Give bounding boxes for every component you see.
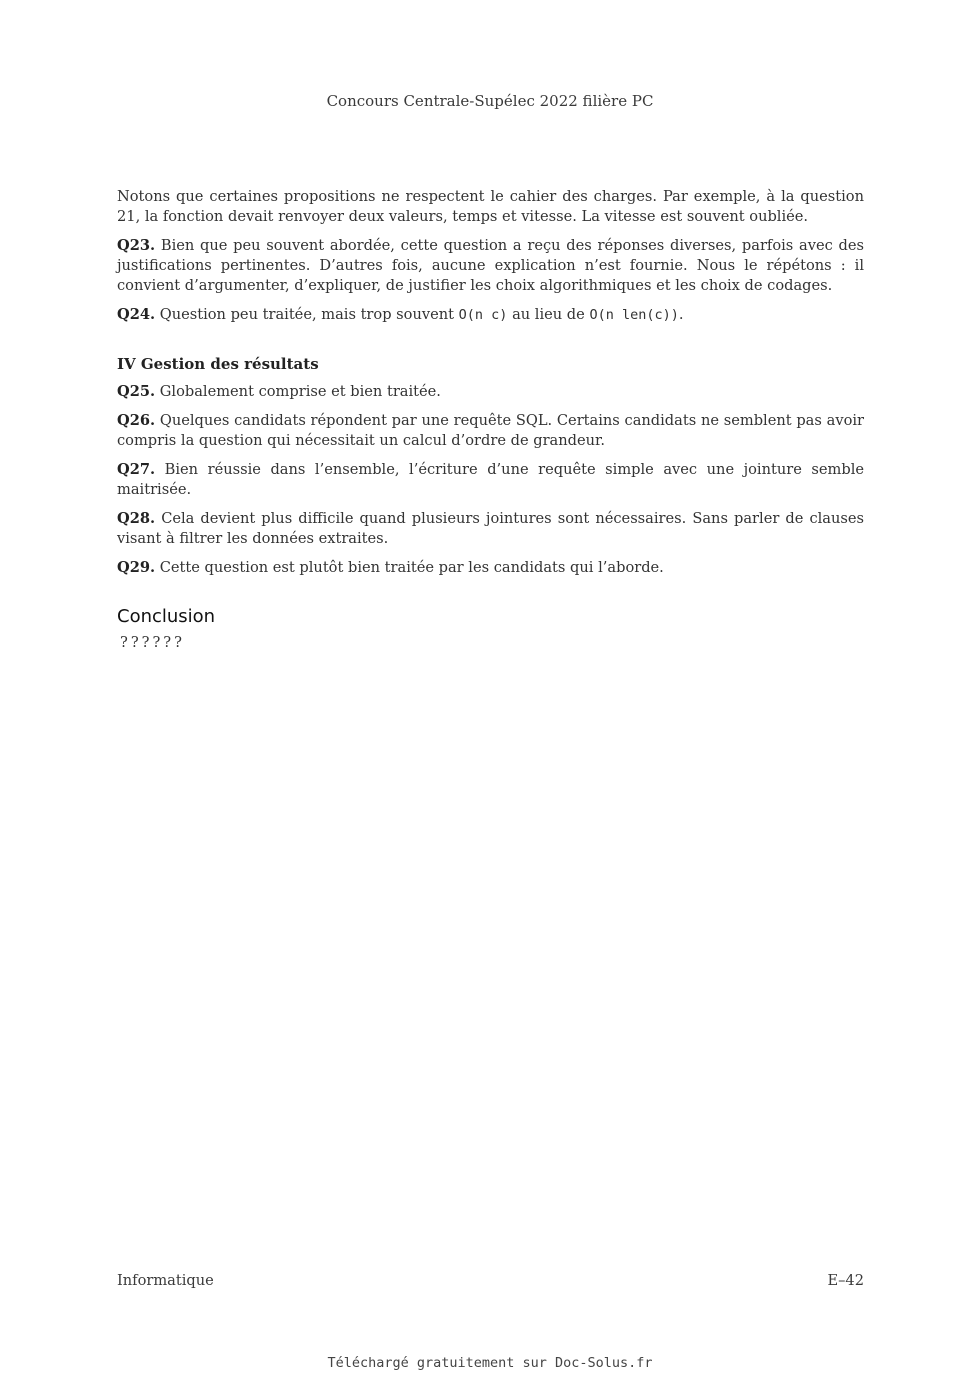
q25-label: Q25. bbox=[117, 383, 156, 400]
q27-text: Bien réussie dans l’ensemble, l’écriture d’une requête simple avec une jointure semble maitrisée. bbox=[117, 461, 865, 498]
q23-text: Bien que peu souvent abordée, cette question a reçu des réponses diverses, parfois avec des justifications pertinentes. D’autres fois, aucune explication n’est fournie. Nous le répétons : il convient d’argumenter, d’expliquer, de justifier les choix algorithmiques et les choix de codages. bbox=[117, 237, 864, 294]
section-heading-iv: IV Gestion des résultats bbox=[117, 355, 319, 373]
q28-paragraph bbox=[117, 509, 864, 549]
q27-paragraph bbox=[117, 460, 864, 500]
page-footer bbox=[117, 1272, 864, 1289]
q28-text: Cela devient plus difficile quand plusieurs jointures sont nécessaires. Sans parler de clauses visant à filtrer les données extraites. bbox=[117, 510, 864, 547]
q29-label: Q29. bbox=[117, 559, 156, 576]
download-note: Téléchargé gratuitement sur Doc-Solus.fr bbox=[327, 1355, 653, 1371]
q23-paragraph bbox=[117, 236, 864, 296]
footer-page-number: E–42 bbox=[827, 1272, 864, 1289]
q24-text-before: Question peu traitée, mais trop souvent bbox=[159, 306, 454, 323]
q27-label: Q27. bbox=[117, 461, 156, 478]
q24-paragraph bbox=[117, 305, 864, 325]
q24-label: Q24. bbox=[117, 306, 156, 323]
q26-paragraph bbox=[117, 411, 864, 451]
q28-label: Q28. bbox=[117, 510, 156, 527]
q25-text: Globalement comprise et bien traitée. bbox=[159, 383, 441, 400]
intro-paragraph: Notons que certaines propositions ne respectent le cahier des charges. Par exemple, à la question 21, la fonction devait renvoyer deux valeurs, temps et vitesse. La vitesse est souvent oubliée. bbox=[117, 188, 864, 225]
q29-text: Cette question est plutôt bien traitée par les candidats qui l’aborde. bbox=[159, 559, 664, 576]
q24-text-after: . bbox=[678, 306, 684, 323]
q26-label: Q26. bbox=[117, 412, 156, 429]
q29-paragraph bbox=[117, 558, 864, 578]
q23-label: Q23. bbox=[117, 237, 156, 254]
q26-text: Quelques candidats répondent par une requête SQL. Certains candidats ne semblent pas avoir compris la question qui nécessitait un calcul d’ordre de grandeur. bbox=[117, 412, 864, 449]
conclusion-text: ?????? bbox=[120, 634, 185, 651]
report-body bbox=[117, 187, 864, 653]
q24-text-middle: au lieu de bbox=[512, 306, 585, 323]
q25-paragraph bbox=[117, 382, 864, 402]
conclusion-heading: Conclusion bbox=[117, 606, 216, 627]
q24-code-right: O(n len(c)) bbox=[589, 307, 679, 323]
footer-subject: Informatique bbox=[117, 1272, 214, 1289]
page-header: Concours Centrale-Supélec 2022 filière PC bbox=[326, 92, 654, 110]
q24-code-wrong: O(n c) bbox=[458, 307, 508, 323]
